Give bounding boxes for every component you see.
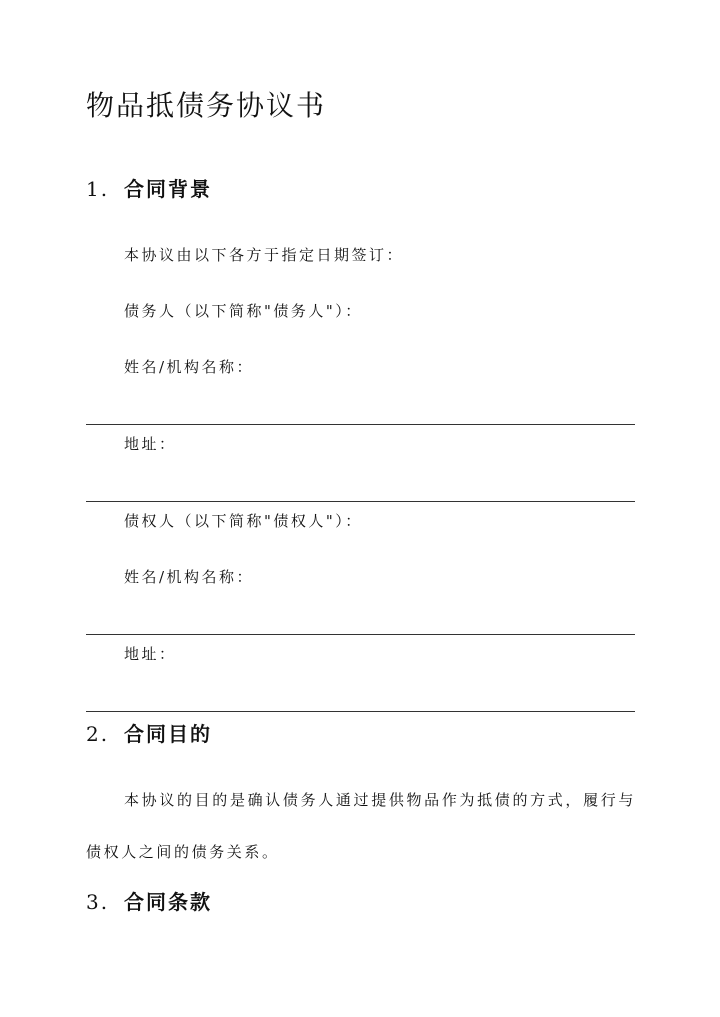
purpose-paragraph: 本协议的目的是确认债务人通过提供物品作为抵债的方式，履行与债权人之间的债务关系。 xyxy=(86,791,636,861)
document-title: 物品抵债务协议书 xyxy=(86,89,327,122)
creditor-address-label: 地址： xyxy=(124,645,177,663)
creditor-address-fill-line xyxy=(86,711,635,712)
section-number: 2. xyxy=(86,722,110,746)
debtor-address-fill-line xyxy=(86,501,635,502)
section-heading-terms xyxy=(86,888,212,916)
section-title: 合同条款 xyxy=(124,890,212,914)
intro-text: 本协议由以下各方于指定日期签订： xyxy=(124,246,405,264)
creditor-label: 债权人（以下简称"债权人"）： xyxy=(124,512,363,530)
creditor-name-label: 姓名/机构名称： xyxy=(124,568,255,586)
section-number: 1. xyxy=(86,177,110,201)
section-heading-background xyxy=(86,175,212,203)
creditor-name-fill-line xyxy=(86,634,635,635)
section-number: 3. xyxy=(86,890,110,914)
debtor-name-label: 姓名/机构名称： xyxy=(124,358,255,376)
section-title: 合同目的 xyxy=(124,722,212,746)
debtor-label: 债务人（以下简称"债务人"）： xyxy=(124,302,363,320)
debtor-address-label: 地址： xyxy=(124,435,177,453)
section-title: 合同背景 xyxy=(124,177,212,201)
section-heading-purpose xyxy=(86,720,212,748)
debtor-name-fill-line xyxy=(86,424,635,425)
